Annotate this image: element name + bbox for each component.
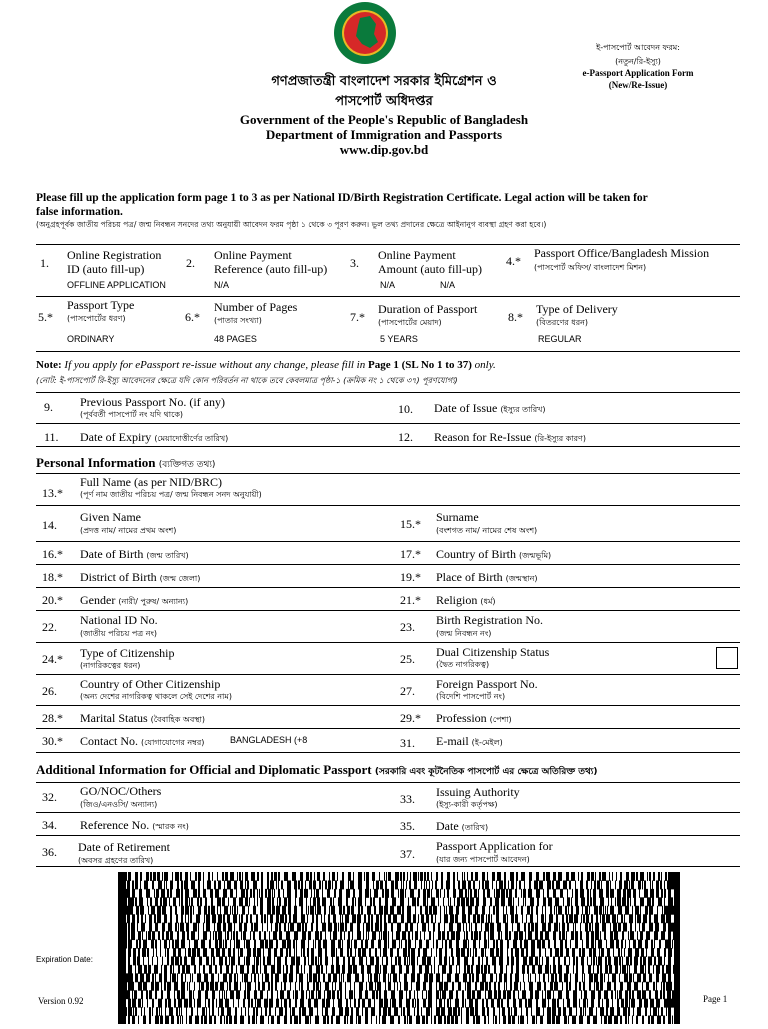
field-34-label: Reference No. (স্মারক নং) xyxy=(80,818,189,832)
expiration-date-label: Expiration Date: xyxy=(36,955,93,964)
field-11-label: Date of Expiry (মেয়াদোত্তীর্ণের তারিখ) xyxy=(80,430,229,444)
field-2-label: Online Payment Reference (auto fill-up) xyxy=(214,248,328,276)
field-2-num: 2. xyxy=(186,256,195,270)
field-5-value[interactable]: ORDINARY xyxy=(67,334,115,344)
field-35-num: 35. xyxy=(400,819,415,833)
field-36-num: 36. xyxy=(42,845,57,859)
field-13-num: 13.* xyxy=(42,486,63,500)
field-9-num: 9. xyxy=(44,400,53,414)
field-8-value[interactable]: REGULAR xyxy=(538,334,582,344)
pdf417-barcode xyxy=(118,872,680,1024)
field-20-label: Gender (নারী/ পুরুষ/ অন্যান্য) xyxy=(80,593,189,607)
form-title-bn-2: (নতুন/রি-ইস্যু) xyxy=(615,57,661,66)
field-30-num: 30.* xyxy=(42,734,63,748)
field-28-num: 28.* xyxy=(42,711,63,725)
field-16-label: Date of Birth (জন্ম তারিখ) xyxy=(80,547,189,561)
version-label: Version 0.92 xyxy=(38,996,84,1006)
field-9-label-bn: (পূর্ববর্তী পাসপোর্ট নং যদি থাকে) xyxy=(80,410,184,419)
field-26-label-bn: (অন্য দেশের নাগরিকত্ব থাকলে সেই দেশের নাম) xyxy=(80,692,232,701)
field-25-label-bn: (দ্বৈত নাগরিকত্ব) xyxy=(436,660,490,669)
field-27-label: Foreign Passport No. xyxy=(436,677,538,691)
field-11-num: 11. xyxy=(44,430,59,444)
field-18-num: 18.* xyxy=(42,570,63,584)
field-19-num: 19.* xyxy=(400,570,421,584)
field-30-value[interactable]: BANGLADESH (+8 xyxy=(230,735,308,745)
field-4-label: Passport Office/Bangladesh Mission xyxy=(534,246,710,260)
form-title-en-2: (New/Re-Issue) xyxy=(608,80,668,90)
field-8-label-bn: (বিতরণের ধরন) xyxy=(536,318,589,327)
dual-citizenship-checkbox[interactable] xyxy=(716,647,738,669)
field-1-value[interactable]: OFFLINE APPLICATION xyxy=(67,280,166,290)
field-26-num: 26. xyxy=(42,684,57,698)
field-1-num: 1. xyxy=(40,256,49,270)
field-14-num: 14. xyxy=(42,518,57,532)
instruction-en-1: Please fill up the application form page 1 to 3 as per National ID/Birth Registration Certificate. Legal action will be taken for xyxy=(36,192,648,204)
field-27-num: 27. xyxy=(400,684,415,698)
field-22-num: 22. xyxy=(42,620,57,634)
bn-title-line1: গণপ্রজাতন্ত্রী বাংলাদেশ সরকার ইমিগ্রেশন ও xyxy=(271,74,497,89)
form-title-en-1: e-Passport Application Form xyxy=(582,68,694,78)
field-32-label: GO/NOC/Others xyxy=(80,784,162,798)
field-33-label: Issuing Authority xyxy=(436,785,520,799)
field-23-label: Birth Registration No. xyxy=(436,613,543,627)
field-6-label-bn: (পাতার সংখ্যা) xyxy=(214,316,262,325)
field-24-label-bn: (নাগরিকত্বের ধরন) xyxy=(80,661,141,670)
field-15-label: Surname xyxy=(436,510,479,524)
additional-info-heading: Additional Information for Official and Diplomatic Passport (সরকারি এবং কূটনৈতিক পাসপোর্ট এর ক্ষেত্রে অতিরিক্ত তথ্য) xyxy=(36,762,598,777)
field-12-label: Reason for Re-Issue (রি-ইস্যুর কারণ) xyxy=(434,430,586,444)
field-13-label-bn: (পূর্ণ নাম জাতীয় পরিচয় পত্র/ জন্ম নিবন্ধন সনদ অনুযায়ী) xyxy=(80,490,262,499)
field-4-label-bn: (পাসপোর্ট অফিস/ বাংলাদেশ মিশন) xyxy=(534,263,647,272)
form-title-bn-1: ই-পাসপোর্ট আবেদন ফরম: xyxy=(596,43,680,52)
field-7-label: Duration of Passport xyxy=(378,302,478,316)
field-3-num: 3. xyxy=(350,256,359,270)
field-10-num: 10. xyxy=(398,402,413,416)
field-16-num: 16.* xyxy=(42,547,63,561)
field-1-label: Online Registration ID (auto fill-up) xyxy=(67,248,162,276)
field-10-label: Date of Issue (ইস্যুর তারিখ) xyxy=(434,401,546,415)
field-6-label: Number of Pages xyxy=(214,300,298,314)
field-13-label: Full Name (as per NID/BRC) xyxy=(80,475,222,489)
field-5-label-bn: (পাসপোর্টের ধরণ) xyxy=(67,314,126,323)
field-15-num: 15.* xyxy=(400,517,421,531)
field-22-label-bn: (জাতীয় পরিচয় পত্র নং) xyxy=(80,629,158,638)
en-title-line1: Government of the People's Republic of Bangladesh xyxy=(239,112,529,127)
field-32-num: 32. xyxy=(42,790,57,804)
field-19-label: Place of Birth (জন্মস্থান) xyxy=(436,570,538,584)
field-20-num: 20.* xyxy=(42,593,63,607)
field-30-label: Contact No. (যোগাযোগের নম্বর) xyxy=(80,734,205,748)
field-17-num: 17.* xyxy=(400,547,421,561)
field-21-num: 21.* xyxy=(400,593,421,607)
field-31-label: E-mail (ই-মেইল) xyxy=(436,734,503,748)
field-24-label: Type of Citizenship xyxy=(80,646,175,660)
field-23-num: 23. xyxy=(400,620,415,634)
field-33-num: 33. xyxy=(400,792,415,806)
field-25-label: Dual Citizenship Status xyxy=(436,645,550,659)
field-3-value[interactable]: N/A xyxy=(380,280,396,290)
field-18-label: District of Birth (জন্ম জেলা) xyxy=(80,570,201,584)
field-4-num: 4.* xyxy=(506,254,521,268)
field-6-num: 6.* xyxy=(185,310,200,324)
field-12-num: 12. xyxy=(398,430,413,444)
field-2-value[interactable]: N/A xyxy=(214,280,230,290)
field-27-label-bn: (বিদেশি পাসপোর্ট নং) xyxy=(436,692,506,701)
field-22-label: National ID No. xyxy=(80,613,158,627)
field-33-label-bn: (ইস্যু-কারী কর্তৃপক্ষ) xyxy=(436,800,498,809)
field-7-num: 7.* xyxy=(350,310,365,324)
field-26-label: Country of Other Citizenship xyxy=(80,677,221,691)
page-number: Page 1 xyxy=(703,994,728,1004)
field-35-label: Date (তারিখ) xyxy=(436,819,489,833)
field-6-value[interactable]: 48 PAGES xyxy=(214,334,257,344)
field-17-label: Country of Birth (জন্মভূমি) xyxy=(436,547,552,561)
field-37-num: 37. xyxy=(400,847,415,861)
instruction-bn: (অনুগ্রহপূর্বক জাতীয় পরিচয় পত্র/ জন্ম নিবন্ধন সনদের তথ্য অনুযায়ী আবেদন ফরম পৃষ্ঠা ১ থেকে ৩ পূরণ করুন। ভুল তথ্য প্রদানের ক্ষেত্রে আইনানুগ ব্যবস্থা গ্রহণ করা হবে।) xyxy=(36,220,547,229)
field-36-label: Date of Retirement xyxy=(78,840,170,854)
personal-info-heading: Personal Information (ব্যক্তিগত তথ্য) xyxy=(36,455,216,470)
field-24-num: 24.* xyxy=(42,652,63,666)
field-3-value-2[interactable]: N/A xyxy=(440,280,456,290)
en-title-line2: Department of Immigration and Passports xyxy=(265,127,503,142)
field-21-label: Religion (ধর্ম) xyxy=(436,593,496,607)
field-37-label-bn: (যার জন্য পাসপোর্ট আবেদন) xyxy=(436,855,530,864)
government-seal xyxy=(332,0,398,66)
field-15-label-bn: (বংশগত নাম/ নামের শেষ অংশ) xyxy=(436,526,538,535)
reissue-note-bn: (নোট: ই-পাসপোর্ট রি-ইস্যু আবেদনের ক্ষেত্রে যদি কোন পরিবর্তন না থাকে তবে কেবলমাত্র পৃষ্ঠা-১ (ক্রমিক নং ১ থেকে ৩৭) পূরণযোগ্য) xyxy=(36,376,458,385)
field-25-num: 25. xyxy=(400,652,415,666)
reissue-note: Note: If you apply for ePassport re-issue without any change, please fill in Page 1 (SL No 1 to 37) only. xyxy=(36,359,496,371)
field-29-num: 29.* xyxy=(400,711,421,725)
field-7-label-bn: (পাসপোর্টের মেয়াদ) xyxy=(378,318,442,327)
field-7-value[interactable]: 5 YEARS xyxy=(380,334,418,344)
field-14-label: Given Name xyxy=(80,510,141,524)
field-14-label-bn: (প্রদত্ত নাম/ নামের প্রথম অংশ) xyxy=(80,526,177,535)
website: www.dip.gov.bd xyxy=(339,142,429,157)
field-36-label-bn: (অবসর গ্রহণের তারিখ) xyxy=(78,856,154,865)
field-34-num: 34. xyxy=(42,818,57,832)
instruction-en-2: false information. xyxy=(36,206,123,218)
field-23-label-bn: (জন্ম নিবন্ধন নং) xyxy=(436,629,492,638)
field-3-label: Online Payment Amount (auto fill-up) xyxy=(378,248,482,276)
field-8-num: 8.* xyxy=(508,310,523,324)
field-37-label: Passport Application for xyxy=(436,839,553,853)
field-8-label: Type of Delivery xyxy=(536,302,618,316)
field-32-label-bn: (জিও/এনওসি/ অন্যান্য) xyxy=(80,800,158,809)
bn-title-line2: পাসপোর্ট অধিদপ্তর xyxy=(335,94,433,109)
field-29-label: Profession (পেশা) xyxy=(436,711,512,725)
field-5-label: Passport Type xyxy=(67,298,135,312)
field-5-num: 5.* xyxy=(38,310,53,324)
field-9-label: Previous Passport No. (if any) xyxy=(80,395,225,409)
field-31-num: 31. xyxy=(400,736,415,750)
field-28-label: Marital Status (বৈবাহিক অবস্থা) xyxy=(80,711,206,725)
